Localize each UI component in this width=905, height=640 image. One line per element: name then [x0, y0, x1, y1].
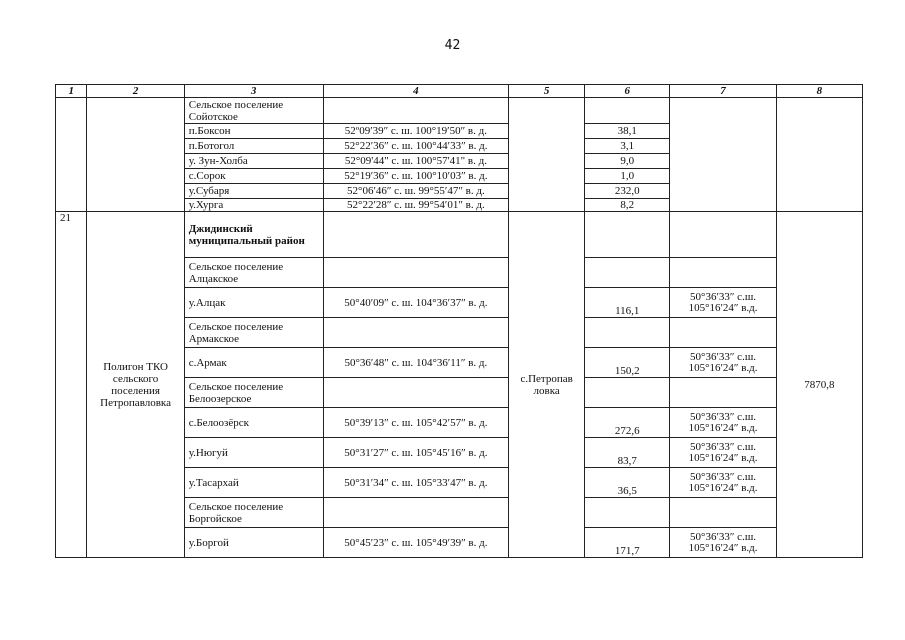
cell-empty [776, 98, 862, 212]
distance: 272,6 [585, 408, 670, 438]
capacity-value: 7870,8 [776, 212, 862, 558]
place-name: у.Алцак [184, 288, 323, 318]
distance: 9,0 [585, 154, 670, 169]
location-name: с.Петропав ловка [509, 212, 585, 558]
column-header-6: 6 [585, 85, 670, 98]
settlement-label: Сельское поселение Белоозерское [184, 378, 323, 408]
page-number: 42 [444, 38, 461, 53]
place-name: у.Тасархай [184, 468, 323, 498]
coordinates: 50°36′48″ с. ш. 104°36′11″ в. д. [323, 348, 509, 378]
distance: 116,1 [585, 288, 670, 318]
settlement-label: Сельское поселение Алцакское [184, 258, 323, 288]
coordinates: 52°06′46″ с. ш. 99°55′47″ в. д. [323, 184, 509, 199]
cell-empty [87, 98, 184, 212]
place-name: у.Боргой [184, 528, 323, 558]
coordinates: 52°22′36″ с. ш. 100°44′33″ в. д. [323, 139, 509, 154]
cell-empty [670, 378, 776, 408]
place-name: п.Ботогол [184, 139, 323, 154]
distance: 171,7 [585, 528, 670, 558]
place-name: с.Белоозёрск [184, 408, 323, 438]
cell-empty [585, 498, 670, 528]
cell-empty [585, 212, 670, 258]
coordinates: 50°40′09″ с. ш. 104°36′37″ в. д. [323, 288, 509, 318]
distance: 3,1 [585, 139, 670, 154]
distance: 38,1 [585, 124, 670, 139]
table-row [56, 98, 863, 124]
cell-empty [323, 212, 509, 258]
cell-empty [323, 258, 509, 288]
column-header-3: 3 [184, 85, 323, 98]
place-name: с.Армак [184, 348, 323, 378]
settlement-label: Сельское поселение Армакское [184, 318, 323, 348]
place-name: п.Боксон [184, 124, 323, 139]
distance: 1,0 [585, 169, 670, 184]
coordinates: 50°31′27″ с. ш. 105°45′16″ в. д. [323, 438, 509, 468]
distance: 232,0 [585, 184, 670, 199]
distance: 36,5 [585, 468, 670, 498]
coordinates: 52º09′39″ с. ш. 100°19′50″ в. д. [323, 124, 509, 139]
place-name: с.Сорок [184, 169, 323, 184]
cell-empty [670, 258, 776, 288]
cell-empty [585, 318, 670, 348]
place-name: у.Субаря [184, 184, 323, 199]
place-name: у.Хурга [184, 199, 323, 212]
coordinates: 52°19′36″ с. ш. 100°10′03″ в. д. [323, 169, 509, 184]
cell-empty [56, 98, 87, 212]
cell-empty [670, 212, 776, 258]
coordinates: 52°22′28″ с. ш. 99°54′01″ в. д. [323, 199, 509, 212]
cell-empty [585, 258, 670, 288]
object-name: Полигон ТКО сельского поселения Петропавловка [87, 212, 184, 558]
column-header-2: 2 [87, 85, 184, 98]
column-header-4: 4 [323, 85, 509, 98]
coordinates: 50°45′23″ с. ш. 105°49′39″ в. д. [323, 528, 509, 558]
cell-empty [670, 98, 776, 212]
target-coordinates: 50°36′33″ с.ш. 105°16′24″ в.д. [670, 438, 776, 468]
settlement-label: Сельское поселение Сойотское [184, 98, 323, 124]
distance: 150,2 [585, 348, 670, 378]
table-row [56, 212, 863, 258]
target-coordinates: 50°36′33″ с.ш. 105°16′24″ в.д. [670, 408, 776, 438]
district-name: Джидинский муниципальный район [184, 212, 323, 258]
row-number: 21 [56, 212, 87, 558]
header-row [56, 85, 863, 98]
cell-empty [323, 498, 509, 528]
cell-empty [323, 98, 509, 124]
settlements-table [55, 84, 863, 558]
cell-empty [670, 318, 776, 348]
coordinates: 50°31′34″ с. ш. 105°33′47″ в. д. [323, 468, 509, 498]
cell-empty [323, 378, 509, 408]
target-coordinates: 50°36′33″ с.ш. 105°16′24″ в.д. [670, 348, 776, 378]
distance: 8,2 [585, 199, 670, 212]
target-coordinates: 50°36′33″ с.ш. 105°16′24″ в.д. [670, 288, 776, 318]
column-header-8: 8 [776, 85, 862, 98]
cell-empty [509, 98, 585, 212]
cell-empty [670, 498, 776, 528]
column-header-5: 5 [509, 85, 585, 98]
coordinates: 50°39′13″ с. ш. 105°42′57″ в. д. [323, 408, 509, 438]
cell-empty [323, 318, 509, 348]
column-header-7: 7 [670, 85, 776, 98]
target-coordinates: 50°36′33″ с.ш. 105°16′24″ в.д. [670, 528, 776, 558]
cell-empty [585, 98, 670, 124]
column-header-1: 1 [56, 85, 87, 98]
place-name: у. Зун-Холба [184, 154, 323, 169]
place-name: у.Нюгуй [184, 438, 323, 468]
distance: 83,7 [585, 438, 670, 468]
coordinates: 52°09'44" с. ш. 100°57'41" в. д. [323, 154, 509, 169]
target-coordinates: 50°36′33″ с.ш. 105°16′24″ в.д. [670, 468, 776, 498]
settlement-label: Сельское поселение Боргойское [184, 498, 323, 528]
cell-empty [585, 378, 670, 408]
